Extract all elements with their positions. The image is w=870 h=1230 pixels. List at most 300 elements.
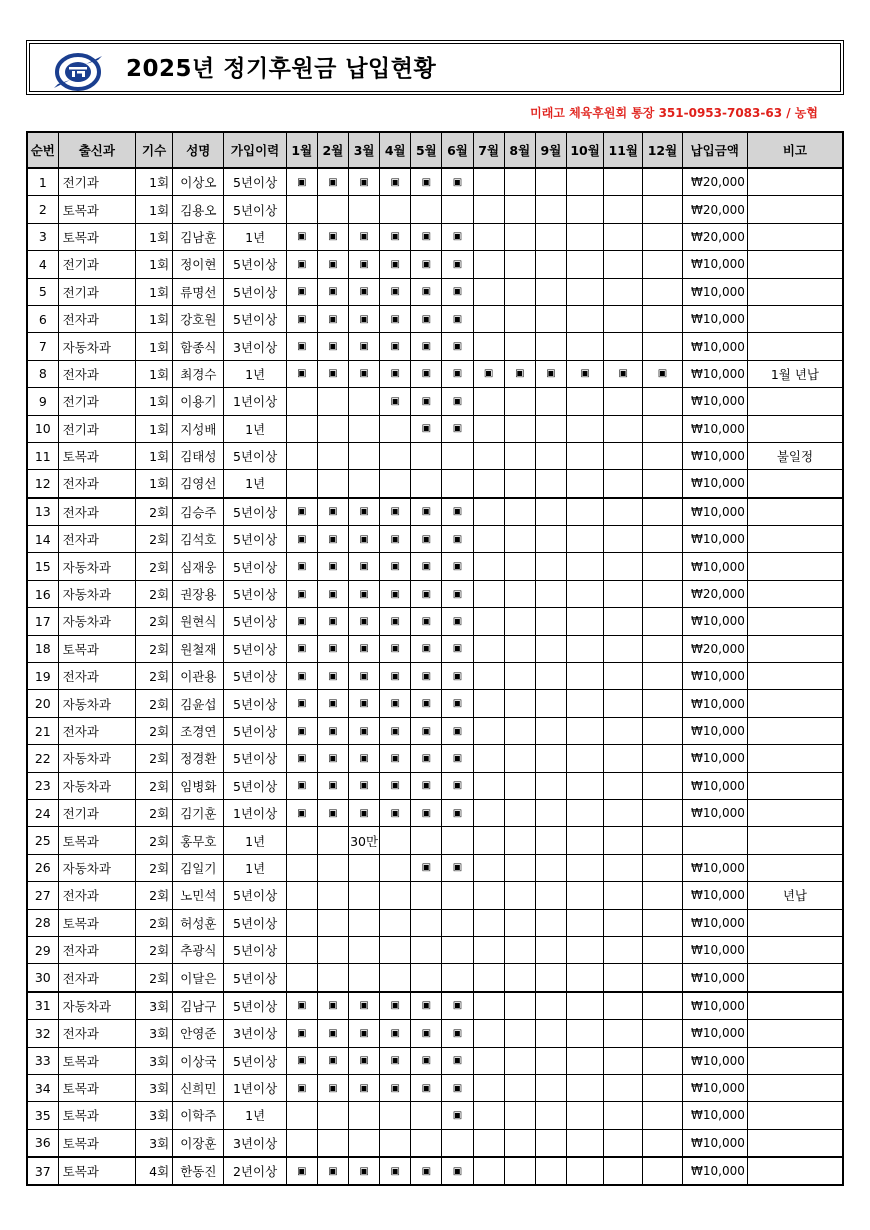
month-9-cell — [535, 1020, 566, 1047]
row-number: 12 — [27, 470, 58, 498]
month-10-cell — [567, 964, 604, 992]
note-cell — [747, 196, 843, 223]
month-4-cell: ▣ — [380, 388, 411, 415]
month-7-cell — [473, 1074, 504, 1101]
department-cell: 전자과 — [58, 1020, 135, 1047]
generation-cell: 2회 — [136, 854, 173, 881]
month-8-cell — [504, 799, 535, 826]
row-number: 21 — [27, 717, 58, 744]
amount-cell: ₩10,000 — [682, 745, 747, 772]
generation-cell: 3회 — [136, 1047, 173, 1074]
membership-cell: 1년 — [224, 470, 286, 498]
month-2-cell: ▣ — [317, 498, 348, 526]
name-cell: 김윤섭 — [173, 690, 224, 717]
month-11-cell — [604, 1157, 643, 1185]
generation-cell: 1회 — [136, 470, 173, 498]
month-6-cell: ▣ — [442, 717, 473, 744]
month-8-cell — [504, 663, 535, 690]
month-4-cell — [380, 882, 411, 909]
month-1-cell: ▣ — [286, 223, 317, 250]
month-4-cell — [380, 964, 411, 992]
month-8-cell — [504, 498, 535, 526]
month-3-cell: ▣ — [349, 580, 380, 607]
row-number: 20 — [27, 690, 58, 717]
row-number: 29 — [27, 936, 58, 963]
month-8-cell — [504, 223, 535, 250]
row-number: 36 — [27, 1129, 58, 1157]
membership-cell: 5년이상 — [224, 305, 286, 332]
column-header: 3월 — [349, 132, 380, 168]
generation-cell: 4회 — [136, 1157, 173, 1185]
membership-cell: 5년이상 — [224, 635, 286, 662]
table-row — [27, 442, 843, 469]
month-10-cell — [567, 690, 604, 717]
month-6-cell: ▣ — [442, 608, 473, 635]
month-9-cell — [535, 305, 566, 332]
amount-cell: ₩10,000 — [682, 608, 747, 635]
amount-cell: ₩10,000 — [682, 717, 747, 744]
month-4-cell: ▣ — [380, 526, 411, 553]
month-9-cell — [535, 635, 566, 662]
table-row — [27, 278, 843, 305]
month-9-cell — [535, 663, 566, 690]
month-8-cell — [504, 1157, 535, 1185]
month-2-cell: ▣ — [317, 663, 348, 690]
table-row — [27, 498, 843, 526]
month-7-cell — [473, 333, 504, 360]
month-6-cell: ▣ — [442, 278, 473, 305]
month-2-cell: ▣ — [317, 717, 348, 744]
note-cell — [747, 168, 843, 196]
month-2-cell — [317, 442, 348, 469]
month-5-cell: ▣ — [411, 1020, 442, 1047]
name-cell: 함종식 — [173, 333, 224, 360]
month-5-cell: ▣ — [411, 772, 442, 799]
month-5-cell: ▣ — [411, 663, 442, 690]
name-cell: 신희민 — [173, 1074, 224, 1101]
month-4-cell: ▣ — [380, 360, 411, 387]
note-cell — [747, 1157, 843, 1185]
month-8-cell — [504, 964, 535, 992]
month-8-cell — [504, 305, 535, 332]
note-cell — [747, 305, 843, 332]
month-12-cell — [643, 305, 682, 332]
month-7-cell — [473, 1129, 504, 1157]
name-cell: 김태성 — [173, 442, 224, 469]
month-9-cell — [535, 992, 566, 1020]
month-2-cell: ▣ — [317, 580, 348, 607]
month-7-cell — [473, 799, 504, 826]
month-8-cell — [504, 470, 535, 498]
name-cell: 김석호 — [173, 526, 224, 553]
month-11-cell — [604, 1129, 643, 1157]
table-row — [27, 1047, 843, 1074]
month-10-cell — [567, 278, 604, 305]
generation-cell: 2회 — [136, 772, 173, 799]
month-1-cell: ▣ — [286, 278, 317, 305]
department-cell: 전자과 — [58, 498, 135, 526]
note-cell — [747, 498, 843, 526]
month-1-cell: ▣ — [286, 553, 317, 580]
month-2-cell — [317, 470, 348, 498]
generation-cell: 1회 — [136, 196, 173, 223]
row-number: 16 — [27, 580, 58, 607]
month-6-cell: ▣ — [442, 388, 473, 415]
month-10-cell — [567, 909, 604, 936]
month-11-cell — [604, 635, 643, 662]
month-8-cell — [504, 442, 535, 469]
month-1-cell: ▣ — [286, 608, 317, 635]
column-header: 4월 — [380, 132, 411, 168]
amount-cell: ₩20,000 — [682, 168, 747, 196]
month-8-cell — [504, 333, 535, 360]
table-row — [27, 333, 843, 360]
membership-cell: 5년이상 — [224, 196, 286, 223]
month-4-cell: ▣ — [380, 608, 411, 635]
month-9-cell — [535, 717, 566, 744]
column-header: 8월 — [504, 132, 535, 168]
month-4-cell: ▣ — [380, 498, 411, 526]
name-cell: 류명선 — [173, 278, 224, 305]
membership-cell: 5년이상 — [224, 882, 286, 909]
month-5-cell: ▣ — [411, 580, 442, 607]
name-cell: 강호원 — [173, 305, 224, 332]
month-10-cell — [567, 608, 604, 635]
month-10-cell — [567, 1157, 604, 1185]
column-header: 2월 — [317, 132, 348, 168]
generation-cell: 1회 — [136, 168, 173, 196]
table-row — [27, 526, 843, 553]
month-6-cell: ▣ — [442, 333, 473, 360]
note-cell — [747, 580, 843, 607]
month-4-cell: ▣ — [380, 251, 411, 278]
department-cell: 자동차과 — [58, 854, 135, 881]
month-6-cell: ▣ — [442, 305, 473, 332]
department-cell: 토목과 — [58, 909, 135, 936]
month-9-cell — [535, 1074, 566, 1101]
month-4-cell: ▣ — [380, 745, 411, 772]
month-10-cell — [567, 882, 604, 909]
month-2-cell: ▣ — [317, 278, 348, 305]
month-9-cell — [535, 827, 566, 854]
month-6-cell: ▣ — [442, 635, 473, 662]
month-10-cell — [567, 168, 604, 196]
month-11-cell — [604, 168, 643, 196]
amount-cell: ₩20,000 — [682, 635, 747, 662]
month-3-cell: ▣ — [349, 305, 380, 332]
month-5-cell — [411, 442, 442, 469]
month-8-cell — [504, 1129, 535, 1157]
month-7-cell — [473, 470, 504, 498]
month-11-cell — [604, 196, 643, 223]
name-cell: 이장훈 — [173, 1129, 224, 1157]
month-5-cell: ▣ — [411, 1157, 442, 1185]
table-row — [27, 1074, 843, 1101]
amount-cell: ₩10,000 — [682, 1047, 747, 1074]
amount-cell: ₩10,000 — [682, 553, 747, 580]
month-3-cell: ▣ — [349, 717, 380, 744]
membership-cell: 5년이상 — [224, 964, 286, 992]
amount-cell: ₩10,000 — [682, 278, 747, 305]
month-4-cell: ▣ — [380, 168, 411, 196]
generation-cell: 2회 — [136, 635, 173, 662]
month-5-cell: ▣ — [411, 223, 442, 250]
month-5-cell: ▣ — [411, 526, 442, 553]
month-7-cell: ▣ — [473, 360, 504, 387]
month-2-cell — [317, 909, 348, 936]
month-8-cell — [504, 827, 535, 854]
month-1-cell — [286, 909, 317, 936]
month-5-cell: ▣ — [411, 608, 442, 635]
month-2-cell — [317, 854, 348, 881]
table-row — [27, 663, 843, 690]
month-7-cell — [473, 964, 504, 992]
month-9-cell — [535, 196, 566, 223]
month-8-cell — [504, 772, 535, 799]
table-row — [27, 635, 843, 662]
month-12-cell — [643, 526, 682, 553]
note-cell — [747, 992, 843, 1020]
month-6-cell: ▣ — [442, 251, 473, 278]
month-5-cell: ▣ — [411, 168, 442, 196]
generation-cell: 1회 — [136, 360, 173, 387]
month-12-cell — [643, 964, 682, 992]
month-4-cell: ▣ — [380, 580, 411, 607]
month-6-cell — [442, 1129, 473, 1157]
row-number: 17 — [27, 608, 58, 635]
month-5-cell: ▣ — [411, 717, 442, 744]
amount-cell: ₩10,000 — [682, 305, 747, 332]
name-cell: 김일기 — [173, 854, 224, 881]
table-row — [27, 1102, 843, 1129]
month-3-cell: ▣ — [349, 360, 380, 387]
month-10-cell — [567, 526, 604, 553]
month-4-cell — [380, 442, 411, 469]
name-cell: 원현식 — [173, 608, 224, 635]
month-4-cell — [380, 854, 411, 881]
amount-cell — [682, 827, 747, 854]
month-8-cell — [504, 526, 535, 553]
month-9-cell — [535, 690, 566, 717]
month-11-cell — [604, 608, 643, 635]
month-6-cell — [442, 882, 473, 909]
month-10-cell — [567, 717, 604, 744]
department-cell: 자동차과 — [58, 690, 135, 717]
month-11-cell — [604, 964, 643, 992]
table-row — [27, 553, 843, 580]
name-cell: 원철재 — [173, 635, 224, 662]
membership-cell: 5년이상 — [224, 580, 286, 607]
amount-cell: ₩10,000 — [682, 882, 747, 909]
name-cell: 김영선 — [173, 470, 224, 498]
name-cell: 정경환 — [173, 745, 224, 772]
membership-cell: 5년이상 — [224, 608, 286, 635]
month-1-cell: ▣ — [286, 580, 317, 607]
generation-cell: 2회 — [136, 498, 173, 526]
month-1-cell: ▣ — [286, 745, 317, 772]
note-cell — [747, 526, 843, 553]
month-4-cell: ▣ — [380, 278, 411, 305]
month-7-cell — [473, 580, 504, 607]
note-cell — [747, 690, 843, 717]
name-cell: 이상국 — [173, 1047, 224, 1074]
month-5-cell: ▣ — [411, 635, 442, 662]
month-9-cell — [535, 1102, 566, 1129]
column-header: 11월 — [604, 132, 643, 168]
month-12-cell — [643, 1020, 682, 1047]
month-6-cell: ▣ — [442, 992, 473, 1020]
month-11-cell — [604, 1074, 643, 1101]
generation-cell: 2회 — [136, 964, 173, 992]
note-cell — [747, 333, 843, 360]
month-9-cell — [535, 251, 566, 278]
month-2-cell: ▣ — [317, 223, 348, 250]
amount-cell: ₩10,000 — [682, 992, 747, 1020]
month-10-cell — [567, 1102, 604, 1129]
name-cell: 심재웅 — [173, 553, 224, 580]
month-1-cell: ▣ — [286, 333, 317, 360]
table-row — [27, 1157, 843, 1185]
month-11-cell — [604, 882, 643, 909]
month-3-cell: ▣ — [349, 498, 380, 526]
month-9-cell — [535, 1157, 566, 1185]
month-7-cell — [473, 442, 504, 469]
amount-cell: ₩20,000 — [682, 580, 747, 607]
department-cell: 전자과 — [58, 526, 135, 553]
month-5-cell: ▣ — [411, 388, 442, 415]
row-number: 26 — [27, 854, 58, 881]
month-6-cell — [442, 470, 473, 498]
generation-cell: 2회 — [136, 608, 173, 635]
month-5-cell — [411, 470, 442, 498]
month-2-cell: ▣ — [317, 992, 348, 1020]
generation-cell: 1회 — [136, 223, 173, 250]
month-7-cell — [473, 526, 504, 553]
month-9-cell — [535, 498, 566, 526]
month-10-cell — [567, 498, 604, 526]
month-5-cell — [411, 936, 442, 963]
month-7-cell — [473, 168, 504, 196]
month-6-cell: ▣ — [442, 1074, 473, 1101]
month-12-cell — [643, 992, 682, 1020]
month-8-cell — [504, 882, 535, 909]
month-10-cell — [567, 223, 604, 250]
month-10-cell — [567, 1129, 604, 1157]
membership-cell: 5년이상 — [224, 772, 286, 799]
name-cell: 임병화 — [173, 772, 224, 799]
month-5-cell: ▣ — [411, 360, 442, 387]
month-2-cell: ▣ — [317, 635, 348, 662]
month-1-cell: ▣ — [286, 663, 317, 690]
month-12-cell — [643, 635, 682, 662]
department-cell: 토목과 — [58, 223, 135, 250]
month-11-cell — [604, 1020, 643, 1047]
membership-cell: 1년 — [224, 1102, 286, 1129]
month-3-cell — [349, 470, 380, 498]
department-cell: 자동차과 — [58, 333, 135, 360]
month-3-cell: ▣ — [349, 553, 380, 580]
month-11-cell — [604, 745, 643, 772]
month-9-cell — [535, 882, 566, 909]
month-12-cell — [643, 498, 682, 526]
generation-cell: 1회 — [136, 388, 173, 415]
column-header: 10월 — [567, 132, 604, 168]
month-10-cell — [567, 936, 604, 963]
name-cell: 한동진 — [173, 1157, 224, 1185]
month-11-cell — [604, 470, 643, 498]
row-number: 35 — [27, 1102, 58, 1129]
month-1-cell: ▣ — [286, 992, 317, 1020]
amount-cell: ₩10,000 — [682, 1102, 747, 1129]
month-10-cell — [567, 854, 604, 881]
month-3-cell — [349, 964, 380, 992]
month-3-cell: ▣ — [349, 251, 380, 278]
month-10-cell — [567, 799, 604, 826]
name-cell: 최경수 — [173, 360, 224, 387]
month-7-cell — [473, 415, 504, 442]
month-5-cell: ▣ — [411, 1074, 442, 1101]
month-4-cell: ▣ — [380, 1020, 411, 1047]
month-7-cell — [473, 635, 504, 662]
month-2-cell: ▣ — [317, 799, 348, 826]
month-5-cell — [411, 964, 442, 992]
membership-cell: 5년이상 — [224, 251, 286, 278]
month-2-cell — [317, 388, 348, 415]
name-cell: 조경연 — [173, 717, 224, 744]
month-7-cell — [473, 196, 504, 223]
row-number: 10 — [27, 415, 58, 442]
month-4-cell: ▣ — [380, 223, 411, 250]
table-row — [27, 992, 843, 1020]
month-10-cell — [567, 333, 604, 360]
membership-cell: 5년이상 — [224, 278, 286, 305]
month-9-cell — [535, 442, 566, 469]
name-cell: 김승주 — [173, 498, 224, 526]
membership-cell: 5년이상 — [224, 168, 286, 196]
amount-cell: ₩10,000 — [682, 251, 747, 278]
month-3-cell: ▣ — [349, 168, 380, 196]
month-12-cell — [643, 772, 682, 799]
month-2-cell: ▣ — [317, 1074, 348, 1101]
column-header: 1월 — [286, 132, 317, 168]
table-row — [27, 717, 843, 744]
note-cell: 불일정 — [747, 442, 843, 469]
month-11-cell — [604, 799, 643, 826]
note-cell — [747, 799, 843, 826]
month-2-cell: ▣ — [317, 690, 348, 717]
month-5-cell: ▣ — [411, 415, 442, 442]
month-2-cell: ▣ — [317, 1047, 348, 1074]
month-7-cell — [473, 854, 504, 881]
month-8-cell — [504, 690, 535, 717]
generation-cell: 3회 — [136, 1020, 173, 1047]
month-10-cell — [567, 305, 604, 332]
month-9-cell — [535, 553, 566, 580]
row-number: 24 — [27, 799, 58, 826]
table-row — [27, 1129, 843, 1157]
name-cell: 이상오 — [173, 168, 224, 196]
month-6-cell: ▣ — [442, 1102, 473, 1129]
month-9-cell — [535, 854, 566, 881]
month-2-cell — [317, 827, 348, 854]
amount-cell: ₩10,000 — [682, 442, 747, 469]
month-4-cell — [380, 196, 411, 223]
month-7-cell — [473, 388, 504, 415]
amount-cell: ₩20,000 — [682, 196, 747, 223]
month-12-cell — [643, 1102, 682, 1129]
month-2-cell: ▣ — [317, 168, 348, 196]
month-11-cell — [604, 772, 643, 799]
